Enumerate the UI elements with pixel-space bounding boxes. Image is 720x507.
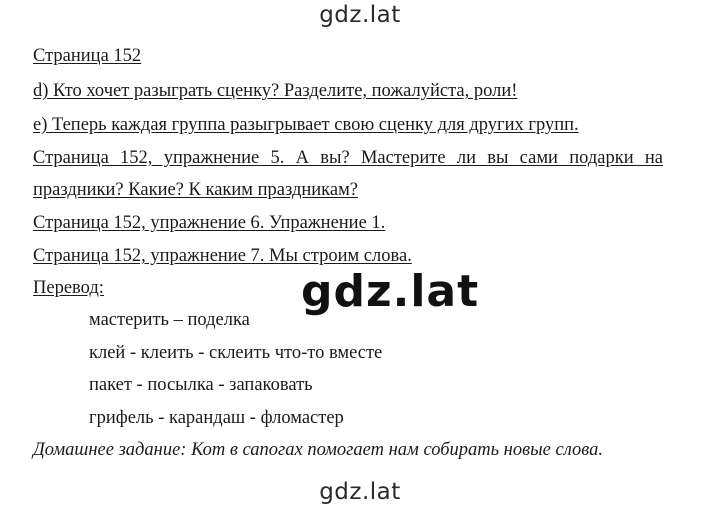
translation-item: клей - клеить - склеить что-то вместе [89,343,383,363]
translation-label: Перевод: [33,278,104,298]
exercise-5-line-2: праздники? Какие? К каким праздникам? [33,180,359,200]
page-heading: Страница 152 [33,46,142,66]
translation-item: пакет - посылка - запаковать [89,375,313,395]
item-d: d) Кто хочет разыграть сценку? Разделите, пожалуйста, роли! [33,81,518,101]
exercise-7: Страница 152, упражнение 7. Мы строим слова. [33,246,412,266]
translation-item: мастерить – поделка [89,310,250,330]
translation-item: грифель - карандаш - фломастер [89,408,344,428]
homework: Домашнее задание: Кот в сапогах помогает нам собирать новые слова. [33,440,604,460]
exercise-6: Страница 152, упражнение 6. Упражнение 1. [33,213,386,233]
watermark-top: gdz.lat [319,2,401,28]
item-e: e) Теперь каждая группа разыгрывает свою сценку для других групп. [33,115,579,135]
exercise-5-line-1: Страница 152, упражнение 5. А вы? Мастерите ли вы сами подарки на [33,148,663,168]
watermark-center: gdz.lat [301,266,480,317]
watermark-bottom: gdz.lat [319,479,401,505]
